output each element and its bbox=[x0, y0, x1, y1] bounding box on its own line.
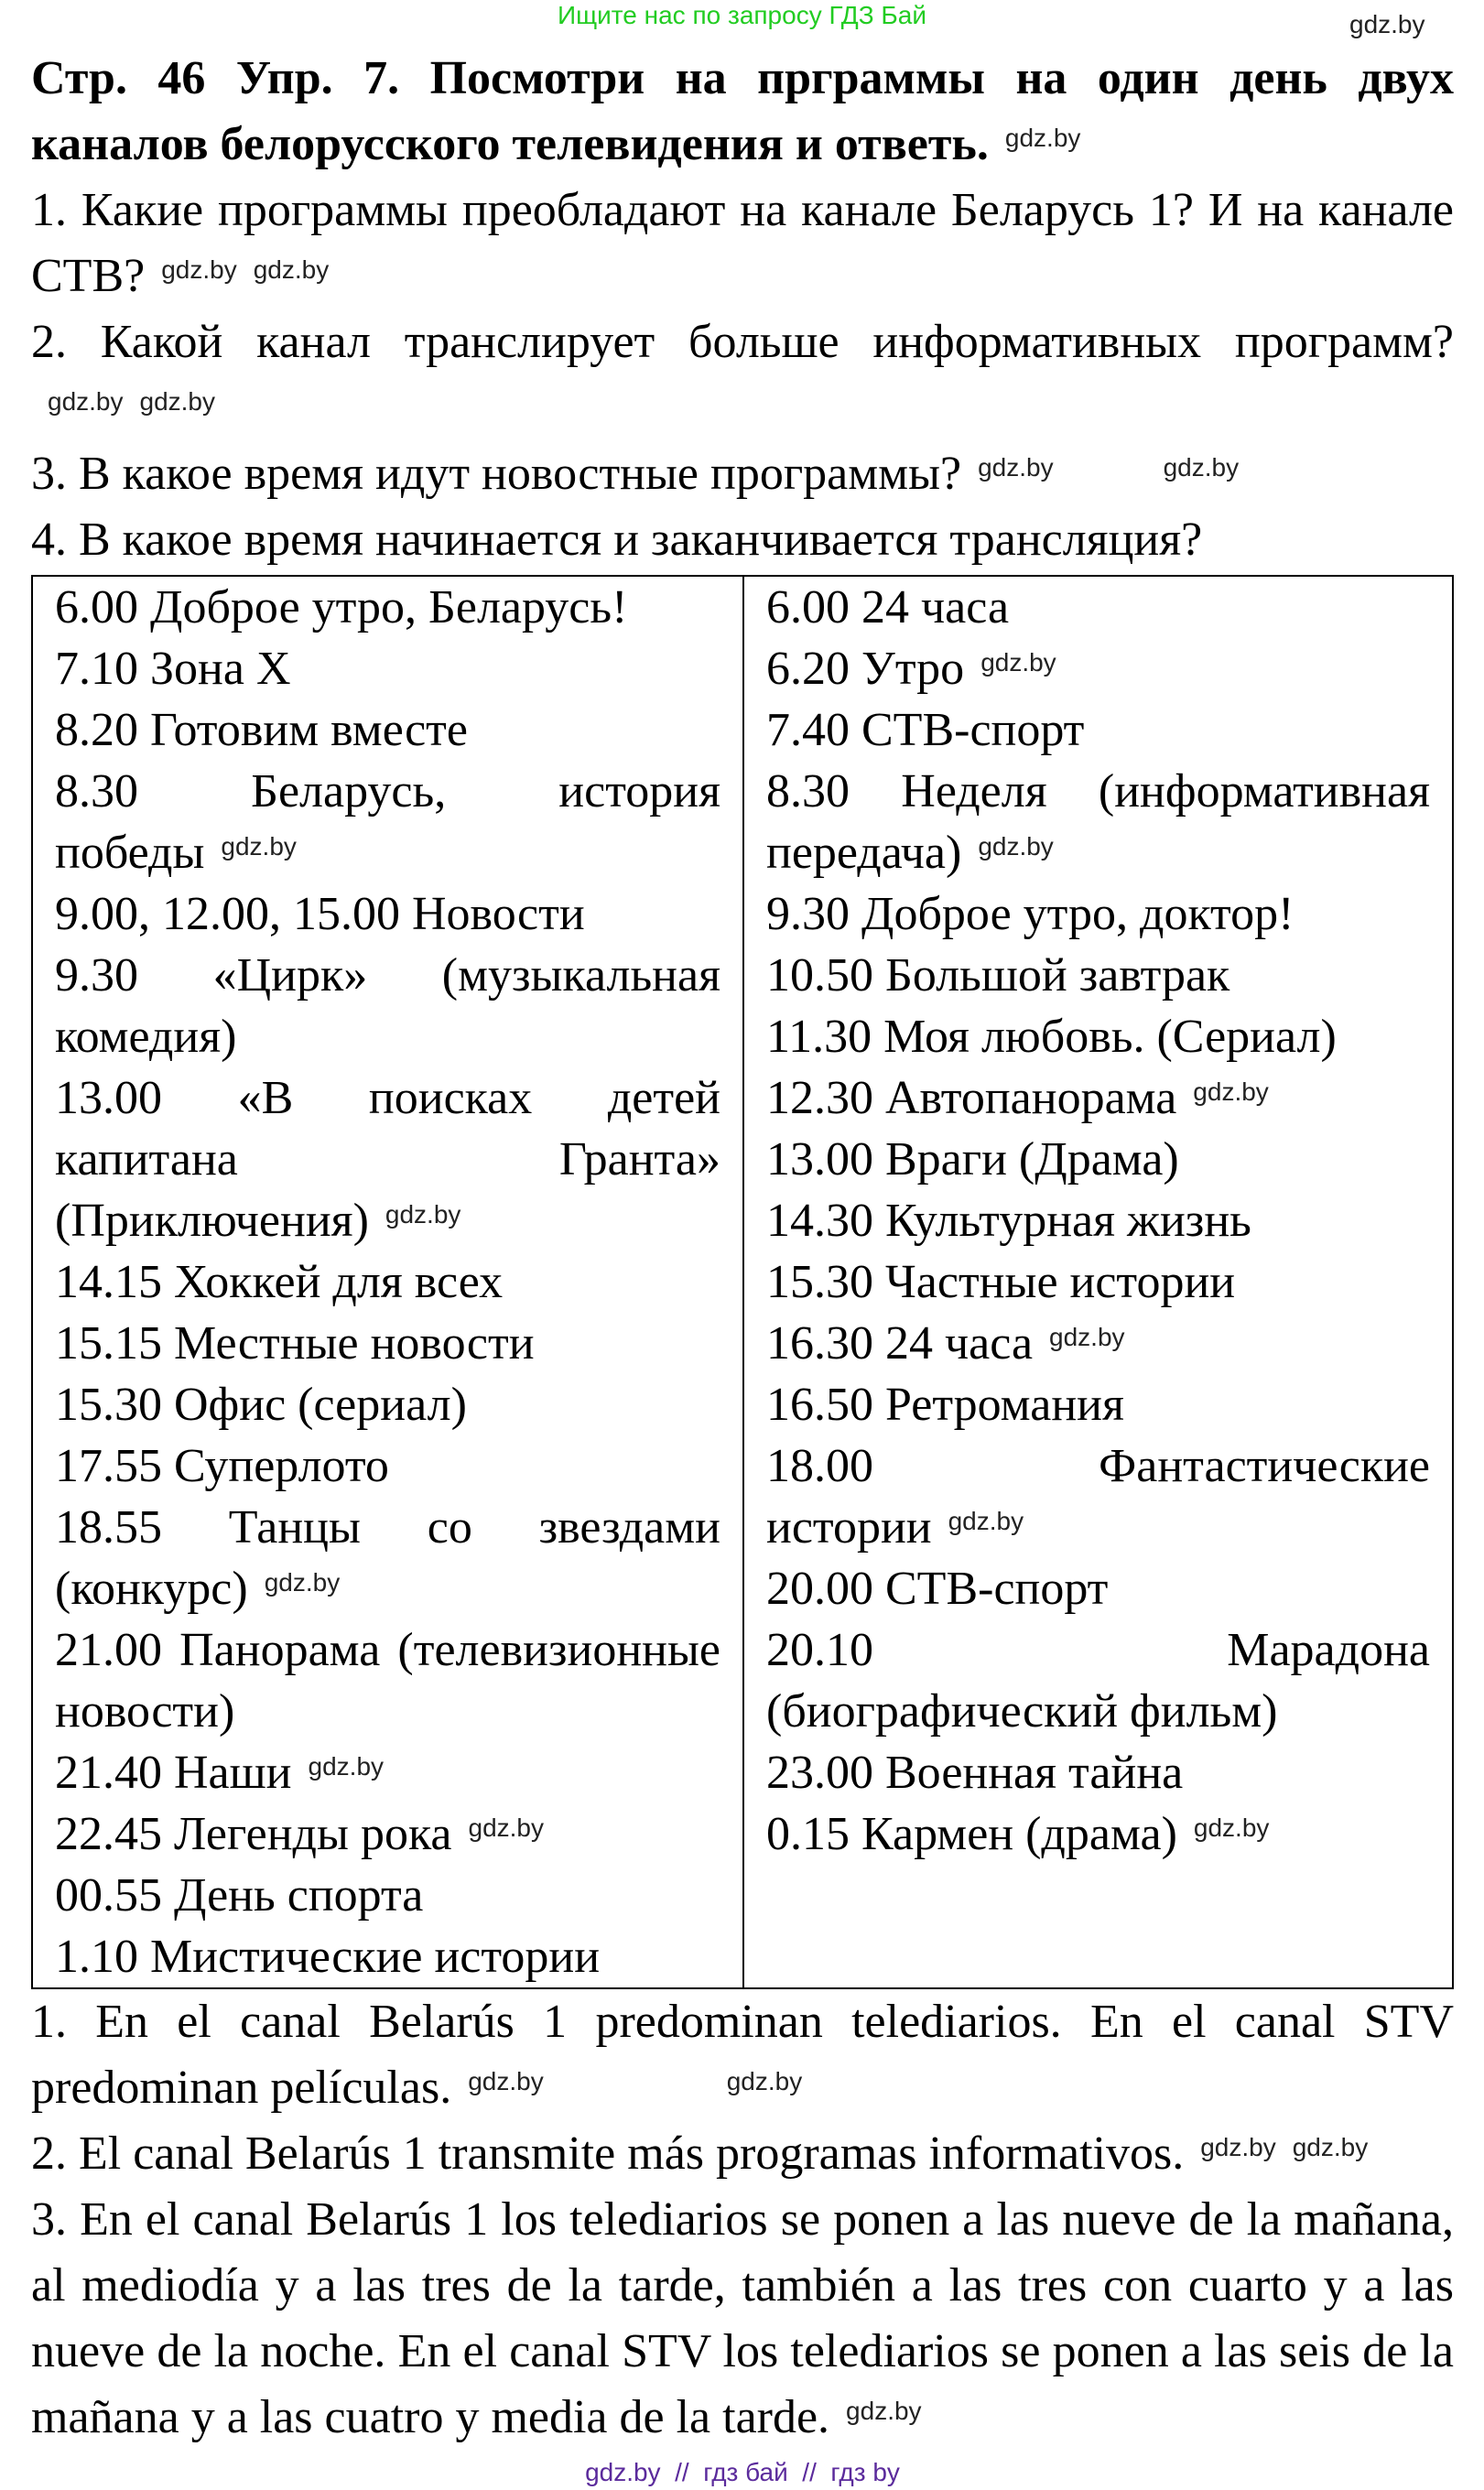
list-item-text: 18.55 Танцы со звездами (конкурс) bbox=[55, 1501, 720, 1615]
question-2 bbox=[31, 309, 1454, 441]
answer-1 bbox=[31, 1989, 1454, 2121]
list-item-text: 12.30 Автопанорама bbox=[766, 1072, 1177, 1124]
list-item bbox=[766, 1313, 1430, 1374]
watermark: gdz.by bbox=[264, 1568, 341, 1597]
question-4: 4. В какое время начинается и заканчивается трансляция? bbox=[31, 514, 1203, 566]
watermark: gdz.by bbox=[161, 255, 237, 284]
list-item: 13.00 Враги (Драма) bbox=[766, 1133, 1179, 1185]
watermark: gdz.by bbox=[948, 1507, 1024, 1535]
watermark: gdz.by bbox=[1200, 2133, 1276, 2161]
list-item: 17.55 Суперлото bbox=[55, 1440, 389, 1492]
list-item: 7.10 Зона Х bbox=[55, 643, 291, 695]
question-3 bbox=[31, 441, 1454, 507]
list-item bbox=[55, 1742, 720, 1803]
watermark: gdz.by bbox=[1004, 124, 1081, 152]
list-item: 9.00, 12.00, 15.00 Новости bbox=[55, 888, 585, 940]
list-item bbox=[766, 1803, 1430, 1865]
answer-1-text: 1. En el canal Belarús 1 predominan telediarios. En el canal STV predominan películas. bbox=[31, 1996, 1454, 2114]
list-item: 14.30 Культурная жизнь bbox=[766, 1195, 1251, 1247]
list-item: 20.00 СТВ-спорт bbox=[766, 1563, 1109, 1615]
list-item-text: 22.45 Легенды рока bbox=[55, 1808, 452, 1860]
list-item-text: 8.30 Беларусь, история победы bbox=[55, 765, 720, 879]
list-item bbox=[55, 761, 720, 883]
list-item bbox=[55, 1497, 720, 1619]
watermark: gdz.by bbox=[468, 2067, 544, 2095]
watermark: gdz.by bbox=[308, 1752, 385, 1781]
list-item bbox=[766, 761, 1430, 883]
watermark: gdz.by bbox=[1163, 453, 1240, 482]
list-item: 15.30 Офис (сериал) bbox=[55, 1379, 467, 1431]
answer-2-text: 2. El canal Belarús 1 transmite más programas informativos. bbox=[31, 2127, 1185, 2180]
list-item bbox=[55, 1803, 720, 1865]
list-item: 15.30 Частные истории bbox=[766, 1256, 1236, 1308]
watermark: gdz.by bbox=[139, 387, 215, 416]
watermark: gdz.by bbox=[1292, 2133, 1369, 2161]
watermark: gdz.by bbox=[1349, 10, 1425, 38]
list-item: 00.55 День спорта bbox=[55, 1869, 424, 1922]
watermark: gdz.by bbox=[978, 453, 1054, 482]
list-item: 9.30 «Цирк» (музыкальная комедия) bbox=[55, 949, 720, 1063]
watermark: gdz.by bbox=[1193, 1077, 1269, 1106]
watermark: gdz.by bbox=[221, 832, 297, 861]
list-item: 14.15 Хоккей для всех bbox=[55, 1256, 504, 1308]
watermark: gdz.by bbox=[1049, 1323, 1125, 1351]
watermark: gdz.by bbox=[253, 255, 330, 284]
list-item-text: 6.20 Утро bbox=[766, 643, 965, 695]
list-item: 23.00 Военная тайна bbox=[766, 1747, 1184, 1799]
footer-links[interactable]: gdz.by // гдз бай // гдз by bbox=[585, 2458, 900, 2486]
list-item: 15.15 Местные новости bbox=[55, 1317, 535, 1370]
list-item: 7.40 СТВ-спорт bbox=[766, 704, 1085, 756]
belarus1-column bbox=[32, 576, 743, 1988]
list-item: 6.00 24 часа bbox=[766, 581, 1010, 633]
list-item: 20.10 Марадона (биографический фильм) bbox=[766, 1624, 1430, 1738]
list-item: 16.50 Ретромания bbox=[766, 1379, 1124, 1431]
exercise-content bbox=[31, 46, 1454, 2489]
answer-3-text: 3. En el canal Belarús 1 los telediarios se ponen a las nueve de la mañana, al mediodía y a las tres de la tarde, también a las tres con cuarto y a las nueve de la noche. En el canal STV los telediarios se ponen a las seis de la mañana y a las cuatro y media de la tarde. bbox=[31, 2193, 1454, 2443]
list-item-text: 21.40 Наши bbox=[55, 1747, 292, 1799]
exercise-title-text: Стр. 46 Упр. 7. Посмотри на прграммы на один день двух каналов белорусского телевидения и ответь. bbox=[31, 52, 1454, 170]
watermark: gdz.by bbox=[468, 1813, 544, 1842]
list-item: 1.10 Мистические истории bbox=[55, 1931, 601, 1983]
answer-2 bbox=[31, 2121, 1454, 2187]
watermark: gdz.by bbox=[1193, 1813, 1270, 1842]
list-item: 10.50 Большой завтрак bbox=[766, 949, 1230, 1001]
watermark: gdz.by bbox=[726, 2067, 803, 2095]
answer-3 bbox=[31, 2187, 1454, 2451]
list-item-text: 13.00 «В поисках детей капитана Гранта» (Приключения) bbox=[55, 1072, 720, 1247]
watermark: gdz.by bbox=[978, 832, 1054, 861]
list-item-text: 0.15 Кармен (драма) bbox=[766, 1808, 1177, 1860]
list-item bbox=[766, 1435, 1430, 1558]
list-item: 11.30 Моя любовь. (Сериал) bbox=[766, 1011, 1337, 1063]
list-item: 8.20 Готовим вместе bbox=[55, 704, 468, 756]
exercise-title bbox=[31, 46, 1454, 178]
watermark: gdz.by bbox=[980, 648, 1056, 677]
list-item bbox=[55, 1067, 720, 1251]
schedule-table bbox=[31, 575, 1454, 1989]
question-3-text: 3. В какое время идут новостные программы? bbox=[31, 448, 962, 500]
list-item: 9.30 Доброе утро, доктор! bbox=[766, 888, 1294, 940]
table-row bbox=[32, 576, 1453, 1988]
top-banner[interactable]: Ищите нас по запросу ГДЗ Бай bbox=[557, 1, 927, 29]
watermark: gdz.by bbox=[846, 2397, 922, 2425]
list-item: 6.00 Доброе утро, Беларусь! bbox=[55, 581, 628, 633]
list-item bbox=[766, 1067, 1430, 1129]
list-item bbox=[766, 638, 1430, 699]
question-2-text: 2. Какой канал транслирует больше информативных программ? bbox=[31, 316, 1454, 368]
watermark: gdz.by bbox=[385, 1200, 461, 1229]
question-1-text: 1. Какие программы преобладают на канале Беларусь 1? И на канале СТВ? bbox=[31, 184, 1454, 302]
stv-column bbox=[743, 576, 1453, 1988]
list-item-text: 16.30 24 часа bbox=[766, 1317, 1034, 1370]
list-item-text: 8.30 Неделя (информативная передача) bbox=[766, 765, 1430, 879]
list-item-text: 18.00 Фантастические истории bbox=[766, 1440, 1430, 1554]
list-item: 21.00 Панорама (телевизионные новости) bbox=[55, 1624, 720, 1738]
question-1 bbox=[31, 178, 1454, 309]
watermark: gdz.by bbox=[48, 387, 124, 416]
